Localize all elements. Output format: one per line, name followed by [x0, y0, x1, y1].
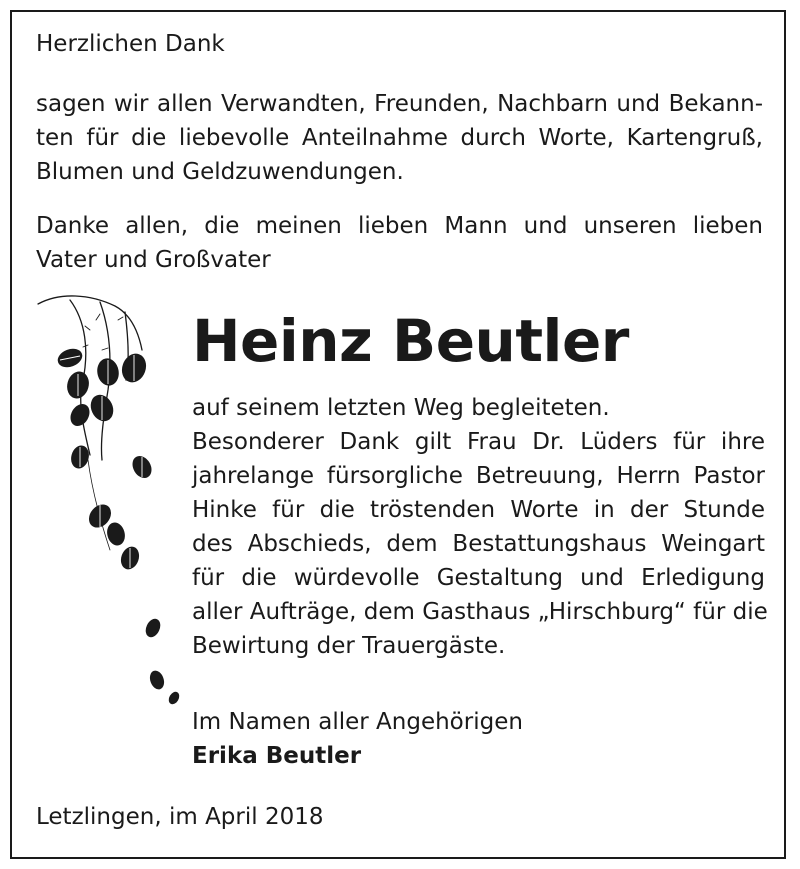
closing-line: Im Namen aller Angehörigen [192, 709, 523, 735]
body-line: für die würdevolle Gestaltung und Erledigung [192, 565, 765, 591]
thanks-line: Vater und Großvater [36, 247, 271, 273]
signature: Erika Beutler [192, 743, 362, 769]
body-line: Hinke für die tröstenden Worte in der Stunde [192, 497, 765, 523]
body-line: Besonderer Dank gilt Frau Dr. Lüders für ihre [192, 429, 765, 455]
body-line: aller Aufträge, dem Gasthaus „Hirschburg“ für die [192, 599, 768, 625]
notice-heading [36, 27, 225, 61]
place-date [36, 800, 323, 834]
body-line: auf seinem letzten Weg begleiteten. [192, 395, 610, 421]
closing-block [192, 705, 523, 773]
intro-line: Blumen und Geldzuwendungen. [36, 159, 404, 185]
body-line: des Abschieds, dem Bestattungshaus Weingart [192, 531, 765, 557]
body-line: jahrelange fürsorgliche Betreuung, Herrn Pastor [192, 463, 765, 489]
body-paragraph [192, 391, 768, 663]
place-date-text: Letzlingen, im April 2018 [36, 804, 324, 830]
heading-text: Herzlichen Dank [36, 31, 225, 57]
intro-line: ten für die liebevolle Anteilnahme durch Worte, Kartengruß, [36, 125, 763, 151]
intro-paragraph [36, 87, 763, 189]
thanks-line: Danke allen, die meinen lieben Mann und unseren lieben [36, 213, 763, 239]
intro-line: sagen wir allen Verwandten, Freunden, Nachbarn und Bekann- [36, 91, 763, 117]
birch-branch-icon [30, 290, 190, 710]
body-line: Bewirtung der Trauergäste. [192, 633, 506, 659]
thanks-paragraph [36, 209, 763, 277]
deceased-name: Heinz Beutler [192, 307, 629, 375]
